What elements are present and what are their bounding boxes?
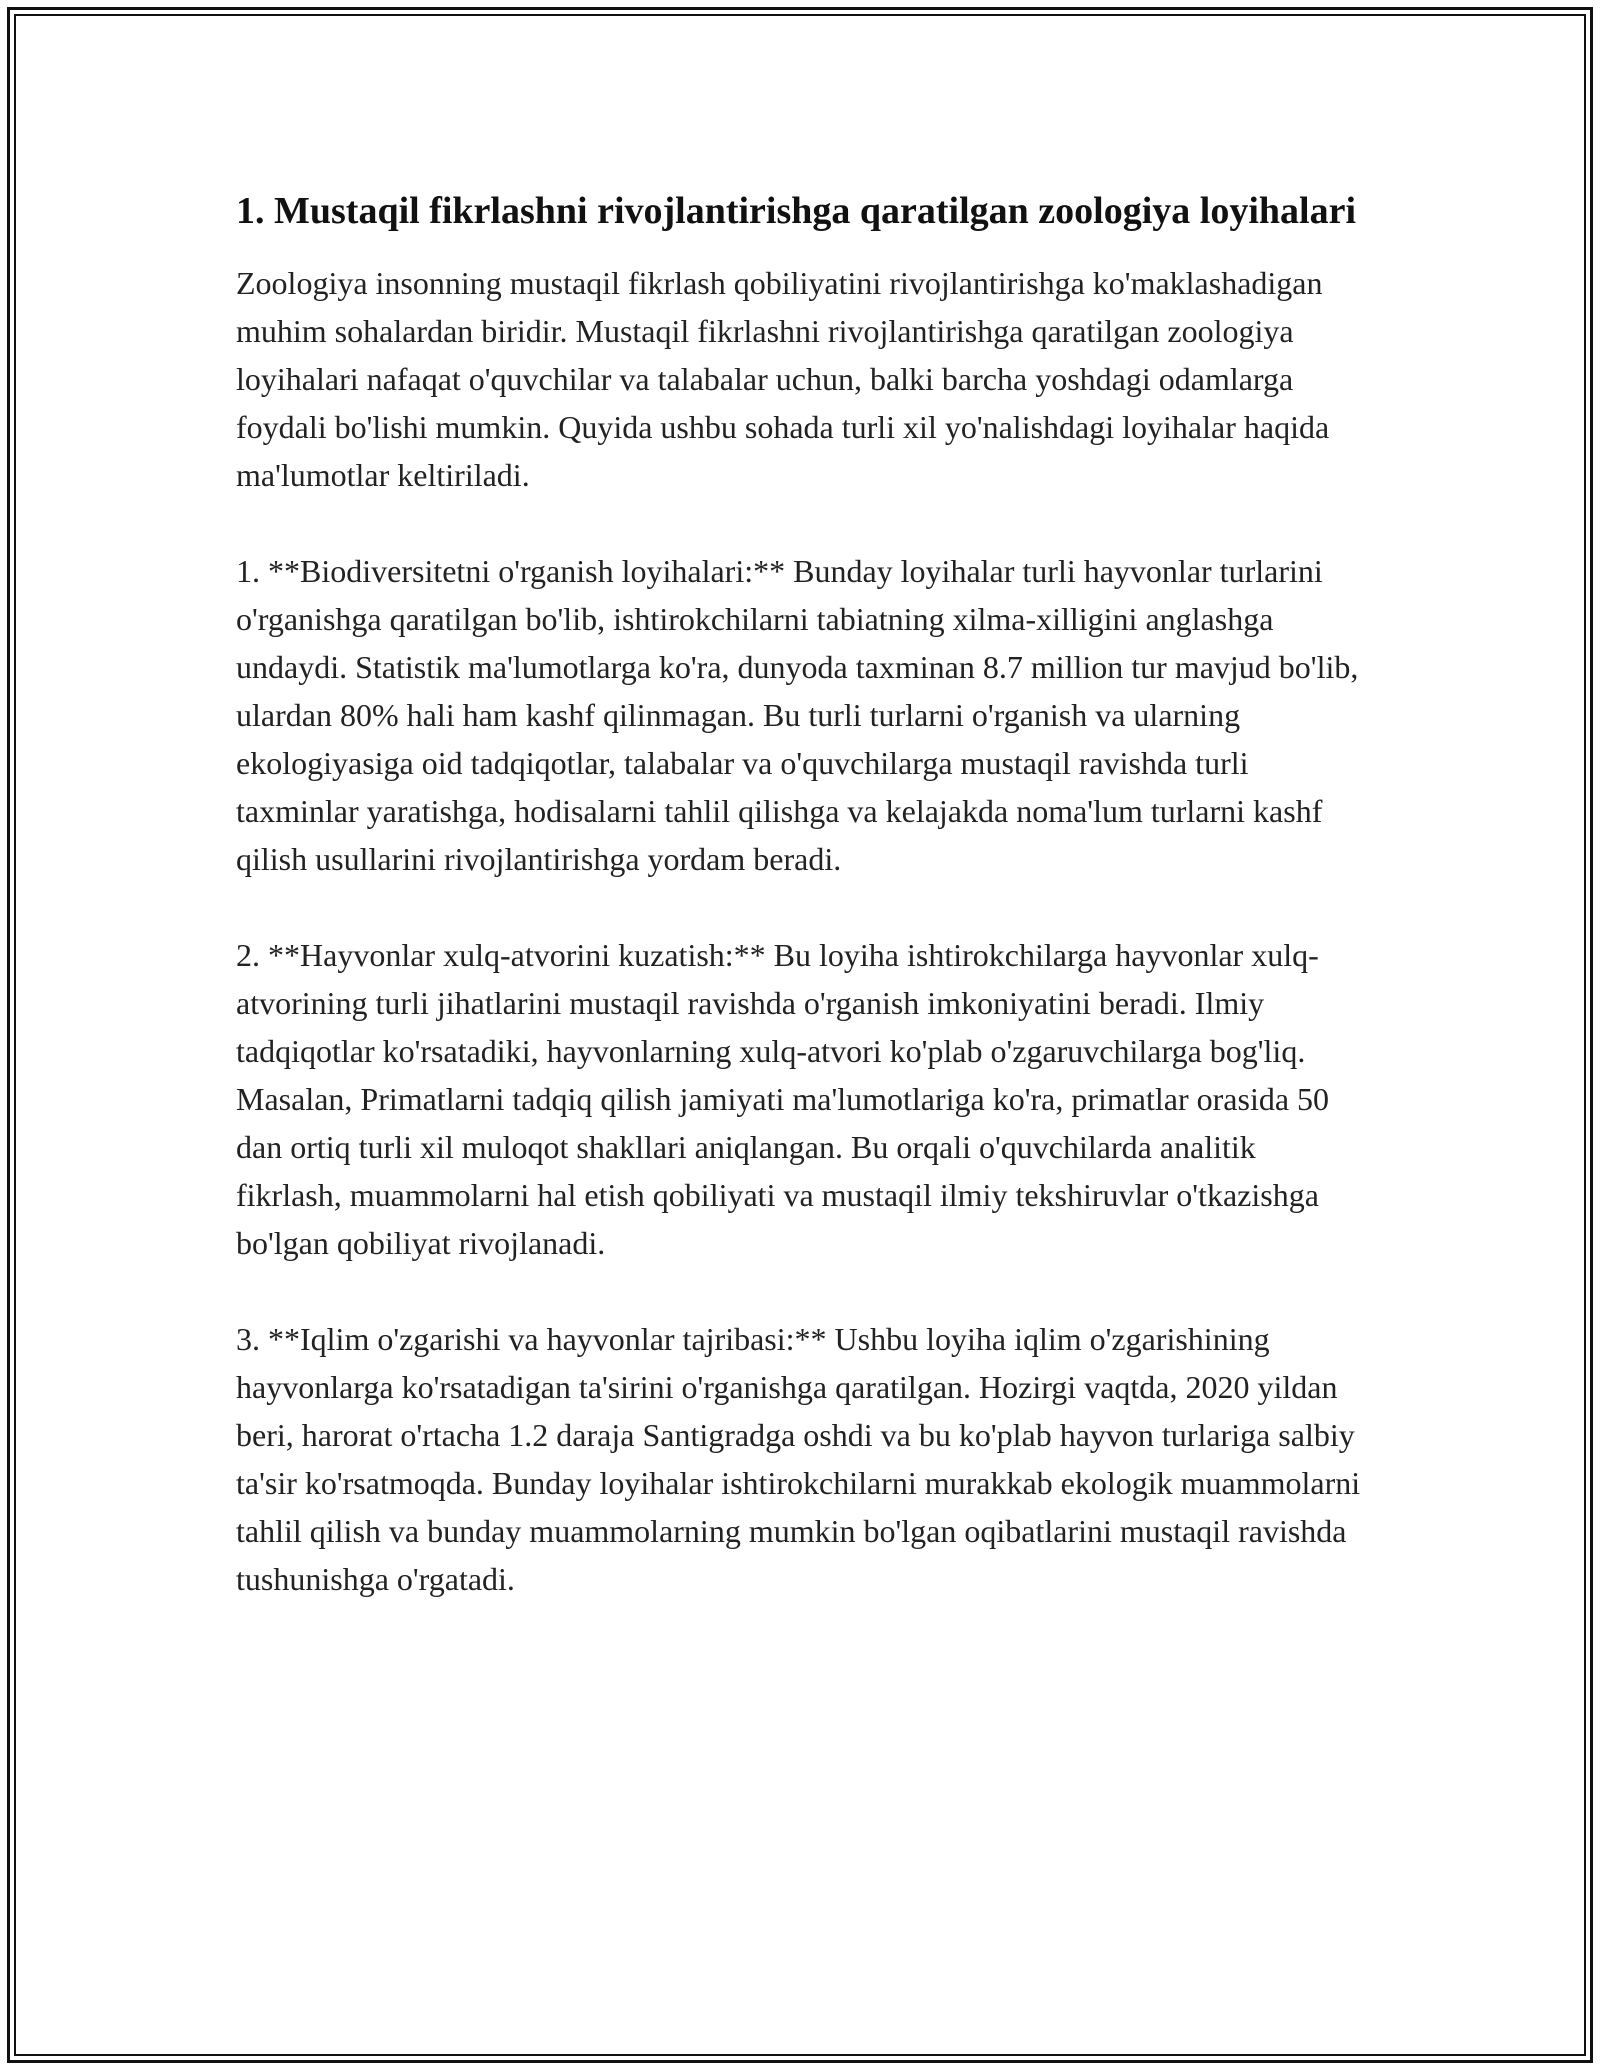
paragraph-animal-behavior: 2. **Hayvonlar xulq-atvorini kuzatish:** Bu loyiha ishtirokchilarga hayvonlar xulq-atvorining turli jihatlarini mustaqil ravishda o'rganish imkoniyatini beradi. Ilmiy tadqiqotlar ko'rsatadiki, hayvonlarning xulq-atvori ko'plab o'zgaruvchilarga bog'liq. Masalan, Primatlarni tadqiq qilish jamiyati ma'lumotlariga ko'ra, primatlar orasida 50 dan ortiq turli xil muloqot shakllari aniqlangan. Bu orqali o'quvchilarda analitik fikrlash, muammolarni hal etish qobiliyati va mustaqil ilmiy tekshiruvlar o'tkazishga bo'lgan qobiliyat rivojlanadi. bbox=[236, 937, 1330, 1261]
document-title: 1. Mustaqil fikrlashni rivojlantirishga qaratilgan zoologiya loyihalari bbox=[236, 190, 1357, 232]
paragraph-biodiversity: 1. **Biodiversitetni o'rganish loyihalari:** Bunday loyihalar turli hayvonlar turlarini o'rganishga qaratilgan bo'lib, ishtirokchilarni tabiatning xilma-xilligini anglashga undaydi. Statistik ma'lumotlarga ko'ra, dunyoda taxminan 8.7 million tur mavjud bo'lib, ulardan 80% hali ham kashf qilinmagan. Bu turli turlarni o'rganish va ularning ekologiyasiga oid tadqiqotlar, talabalar va o'quvchilarga mustaqil ravishda turli taxminlar yaratishga, hodisalarni tahlil qilishga va kelajakda noma'lum turlarni kashf qilish usullarini rivojlantirishga yordam beradi. bbox=[236, 553, 1359, 877]
paragraph-intro: Zoologiya insonning mustaqil fikrlash qobiliyatini rivojlantirishga ko'maklashadigan muhim sohalardan biridir. Mustaqil fikrlashni rivojlantirishga qaratilgan zoologiya loyihalari nafaqat o'quvchilar va talabalar uchun, balki barcha yoshdagi odamlarga foydali bo'lishi mumkin. Quyida ushbu sohada turli xil yo'nalishdagi loyihalar haqida ma'lumotlar keltiriladi. bbox=[236, 265, 1330, 493]
paragraph-climate-change: 3. **Iqlim o'zgarishi va hayvonlar tajribasi:** Ushbu loyiha iqlim o'zgarishining hayvonlarga ko'rsatadigan ta'sirini o'rganishga qaratilgan. Hozirgi vaqtda, 2020 yildan beri, harorat o'rtacha 1.2 daraja Santigradga oshdi va bu ko'plab hayvon turlariga salbiy ta'sir ko'rsatmoqda. Bunday loyihalar ishtirokchilarni murakkab ekologik muammolarni tahlil qilish va bunday muammolarning mumkin bo'lgan oqibatlarini mustaqil ravishda tushunishga o'rgatadi. bbox=[236, 1321, 1361, 1597]
document-body bbox=[236, 185, 1366, 1651]
